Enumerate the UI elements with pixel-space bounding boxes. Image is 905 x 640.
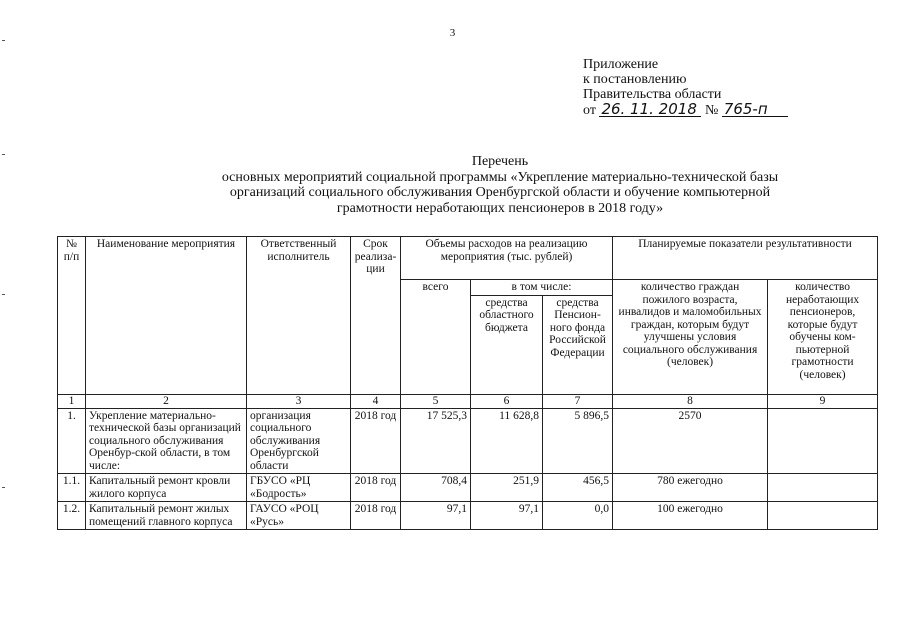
column-number-row (58, 394, 878, 408)
row-num: 1.2. (58, 502, 86, 530)
header-including: в том числе: (471, 280, 613, 296)
col-number: 6 (471, 394, 543, 408)
header-row (58, 237, 878, 280)
edge-mark (2, 487, 5, 488)
row-num: 1.1. (58, 474, 86, 502)
edge-mark (2, 40, 5, 41)
handwritten-number: 765-п (722, 102, 788, 117)
row-pension: 0,0 (543, 502, 613, 530)
col-number: 9 (768, 394, 878, 408)
row-citizens: 100 ежегодно (613, 502, 768, 530)
col-number: 8 (613, 394, 768, 408)
row-regional: 97,1 (471, 502, 543, 530)
header-pension-fund: средства Пенсион-ного фонда Российской Федерации (543, 295, 613, 394)
title-line: основных мероприятий социальной программы «Укрепление материально-технической базы (221, 169, 779, 185)
row-regional: 251,9 (471, 474, 543, 502)
row-term: 2018 год (351, 474, 401, 502)
header-name: Наименование мероприятия (86, 237, 247, 395)
table-row (58, 408, 878, 474)
col-number: 4 (351, 394, 401, 408)
row-name: Укрепление материально-технической базы организаций социального обслуживания Оренбур-ской области, в том числе: (86, 408, 247, 474)
row-executor: ГБУСО «РЦ «Бодрость» (247, 474, 351, 502)
row-pension: 5 896,5 (543, 408, 613, 474)
table-row (58, 502, 878, 530)
date-prefix: от (583, 103, 596, 118)
header-expenses: Объемы расходов на реализацию мероприятия (тыс. рублей) (401, 237, 613, 280)
header-executor: Ответственный исполнитель (247, 237, 351, 395)
header-results: Планируемые показатели результативности (613, 237, 878, 280)
appendix-line: Приложение (583, 57, 659, 72)
row-pension: 456,5 (543, 474, 613, 502)
header-citizens: количество граждан пожилого возраста, инвалидов и маломобильных граждан, которым будут улучшены условия социального обслуживания (человек) (613, 280, 768, 395)
col-number: 5 (401, 394, 471, 408)
row-num: 1. (58, 408, 86, 474)
edge-mark (2, 294, 5, 295)
appendix-date-line (583, 102, 788, 118)
col-number: 3 (247, 394, 351, 408)
title-line: организаций социального обслуживания Оренбургской области и обучение компьютерной (229, 185, 771, 200)
col-number: 1 (58, 394, 86, 408)
header-term: Срок реализа-ции (351, 237, 401, 395)
title-line: грамотности неработающих пенсионеров в 2018 году» (336, 200, 664, 216)
row-total: 17 525,3 (401, 408, 471, 474)
row-pensioners (768, 408, 878, 474)
table-row (58, 474, 878, 502)
row-executor: ГАУСО «РОЦ «Русь» (247, 502, 351, 530)
row-citizens: 780 ежегодно (613, 474, 768, 502)
appendix-line: к постановлению (583, 72, 687, 87)
row-pensioners (768, 502, 878, 530)
col-number: 2 (86, 394, 247, 408)
row-name: Капитальный ремонт жилых помещений главного корпуса (86, 502, 247, 530)
header-regional: средства областного бюджета (471, 295, 543, 394)
appendix-line: Правительства области (583, 87, 722, 102)
col-number: 7 (543, 394, 613, 408)
document-title (110, 154, 890, 216)
row-total: 708,4 (401, 474, 471, 502)
handwritten-date: 26. 11. 2018 (599, 102, 701, 117)
page-number: 3 (449, 27, 456, 39)
header-total: всего (401, 280, 471, 395)
row-total: 97,1 (401, 502, 471, 530)
header-pensioners: количество неработающих пенсионеров, которые будут обучены ком-пьютерной грамотности (человек) (768, 280, 878, 395)
row-pensioners (768, 474, 878, 502)
row-name: Капитальный ремонт кровли жилого корпуса (86, 474, 247, 502)
edge-mark (2, 154, 5, 155)
row-term: 2018 год (351, 408, 401, 474)
header-num: № п/п (58, 237, 86, 395)
row-term: 2018 год (351, 502, 401, 530)
appendix-block (583, 57, 788, 118)
row-executor: организация социального обслуживания Оренбургской области (247, 408, 351, 474)
measures-table (57, 236, 878, 530)
row-regional: 11 628,8 (471, 408, 543, 474)
row-citizens: 2570 (613, 408, 768, 474)
number-prefix: № (704, 103, 719, 118)
title-heading: Перечень (471, 154, 529, 169)
